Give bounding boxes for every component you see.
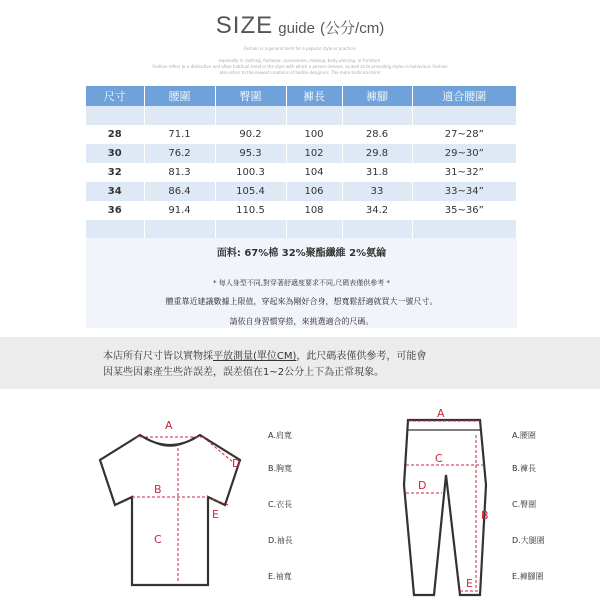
header-size: 尺寸 — [86, 86, 144, 106]
cell: 71.1 — [144, 125, 215, 144]
cell: 27~28” — [412, 125, 517, 144]
title-size: SIZE — [215, 12, 274, 39]
pants-label-d: D.大腿圍 — [512, 536, 545, 545]
cell: 31.8 — [342, 163, 412, 182]
size-table — [86, 86, 517, 239]
cell: 34 — [86, 182, 144, 201]
cell: 29.8 — [342, 144, 412, 163]
disclaimer-underlined: 平放測量(單位CM) — [213, 351, 297, 362]
pants-label-a: A.腰圍 — [512, 431, 536, 440]
pants-label-e: E.褲腳圍 — [512, 572, 544, 581]
pants-outline — [404, 420, 486, 595]
shirt-label-d: D.袖長 — [268, 536, 293, 545]
pants-label-c: C.臀圍 — [512, 500, 537, 509]
cell: 104 — [286, 163, 342, 182]
spacer-row — [86, 220, 517, 239]
header-hem: 褲腳 — [342, 86, 412, 106]
disclaimer-post: ，此尺碼表僅供參考，可能會 — [296, 351, 427, 362]
header-fit-waist: 適合腰圍 — [412, 86, 517, 106]
note-weight: 體重靠近建議數據上限值，穿起來為剛好合身，想寬鬆舒適就買大一號尺寸。 — [165, 297, 438, 306]
cell: 108 — [286, 201, 342, 220]
line-d — [203, 437, 234, 463]
cell: 36 — [86, 201, 144, 220]
cell: 90.2 — [215, 125, 286, 144]
table-row — [86, 182, 517, 201]
spacer-row — [86, 106, 517, 125]
disclaimer-pre: 本店所有尺寸皆以實物採 — [103, 351, 213, 362]
cell: 76.2 — [144, 144, 215, 163]
header-hip: 臀圍 — [215, 86, 286, 106]
cell: 110.5 — [215, 201, 286, 220]
table-row — [86, 201, 517, 220]
size-guide-title — [0, 12, 600, 40]
tshirt-diagram — [90, 415, 250, 595]
title-guide: guide — [278, 20, 315, 37]
tagline-1: Fashion is a general term for a popular style or practice, — [243, 46, 357, 51]
cell: 33 — [342, 182, 412, 201]
note-choose: 請依自身習慣穿搭，來挑選適合的尺碼。 — [229, 317, 374, 326]
table-row — [86, 125, 517, 144]
disclaimer-line-2: 因某些因素產生些許誤差，誤差值在1~2公分上下為正常現象。 — [103, 367, 385, 378]
cell: 106 — [286, 182, 342, 201]
letter-d: D — [232, 457, 241, 470]
pants-diagram — [390, 405, 500, 605]
cell: 32 — [86, 163, 144, 182]
p-letter-a: A — [437, 407, 445, 420]
cell: 91.4 — [144, 201, 215, 220]
cell: 30 — [86, 144, 144, 163]
cell: 105.4 — [215, 182, 286, 201]
note-reference: * 每人身型不同,對穿著舒適度要求不同,尺碼表僅供參考 * — [213, 279, 390, 287]
p-letter-c: C — [435, 452, 443, 465]
cell: 33~34” — [412, 182, 517, 201]
notes-panel — [86, 238, 517, 328]
letter-b: B — [154, 483, 162, 496]
tshirt-outline — [100, 435, 240, 585]
cell: 86.4 — [144, 182, 215, 201]
tagline-4: also refers to the newest creations of textile designers. The more technical term — [219, 70, 381, 75]
header-waist: 腰圍 — [144, 86, 215, 106]
p-letter-b: B — [481, 509, 489, 522]
disclaimer-band — [0, 337, 600, 389]
shirt-label-c: C.衣長 — [268, 500, 293, 509]
p-letter-d: D — [418, 479, 427, 492]
tagline-3: Fashion refers to a distinctive and often habitual trend in the style with which a person dresses, as well as to prevailing styles in behaviour. Fashion — [152, 64, 448, 69]
cell: 28 — [86, 125, 144, 144]
letter-c: C — [154, 533, 162, 546]
cell: 100 — [286, 125, 342, 144]
fabric-composition: 面料: 67%棉 32%聚酯纖維 2%氨綸 — [216, 248, 387, 259]
shirt-label-a: A.肩寬 — [268, 431, 292, 440]
cell: 95.3 — [215, 144, 286, 163]
shirt-label-b: B.胸寬 — [268, 464, 293, 473]
pants-label-b: B.褲長 — [512, 464, 537, 473]
disclaimer-line-1 — [103, 349, 523, 365]
cell: 100.3 — [215, 163, 286, 182]
table-row — [86, 163, 517, 182]
title-unit: (公分/cm) — [320, 20, 385, 37]
cell: 35~36” — [412, 201, 517, 220]
letter-a: A — [165, 419, 173, 432]
header-length: 褲長 — [286, 86, 342, 106]
shirt-label-e: E.袖寬 — [268, 572, 292, 581]
letter-e: E — [212, 508, 219, 521]
table-header — [86, 86, 517, 106]
cell: 29~30” — [412, 144, 517, 163]
cell: 34.2 — [342, 201, 412, 220]
cell: 81.3 — [144, 163, 215, 182]
cell: 31~32” — [412, 163, 517, 182]
tagline-2: especially in clothing, footwear, accessories, makeup, body piercing, or furniture. — [218, 58, 382, 63]
cell: 28.6 — [342, 125, 412, 144]
cell: 102 — [286, 144, 342, 163]
p-letter-e: E — [466, 577, 473, 590]
table-row — [86, 144, 517, 163]
